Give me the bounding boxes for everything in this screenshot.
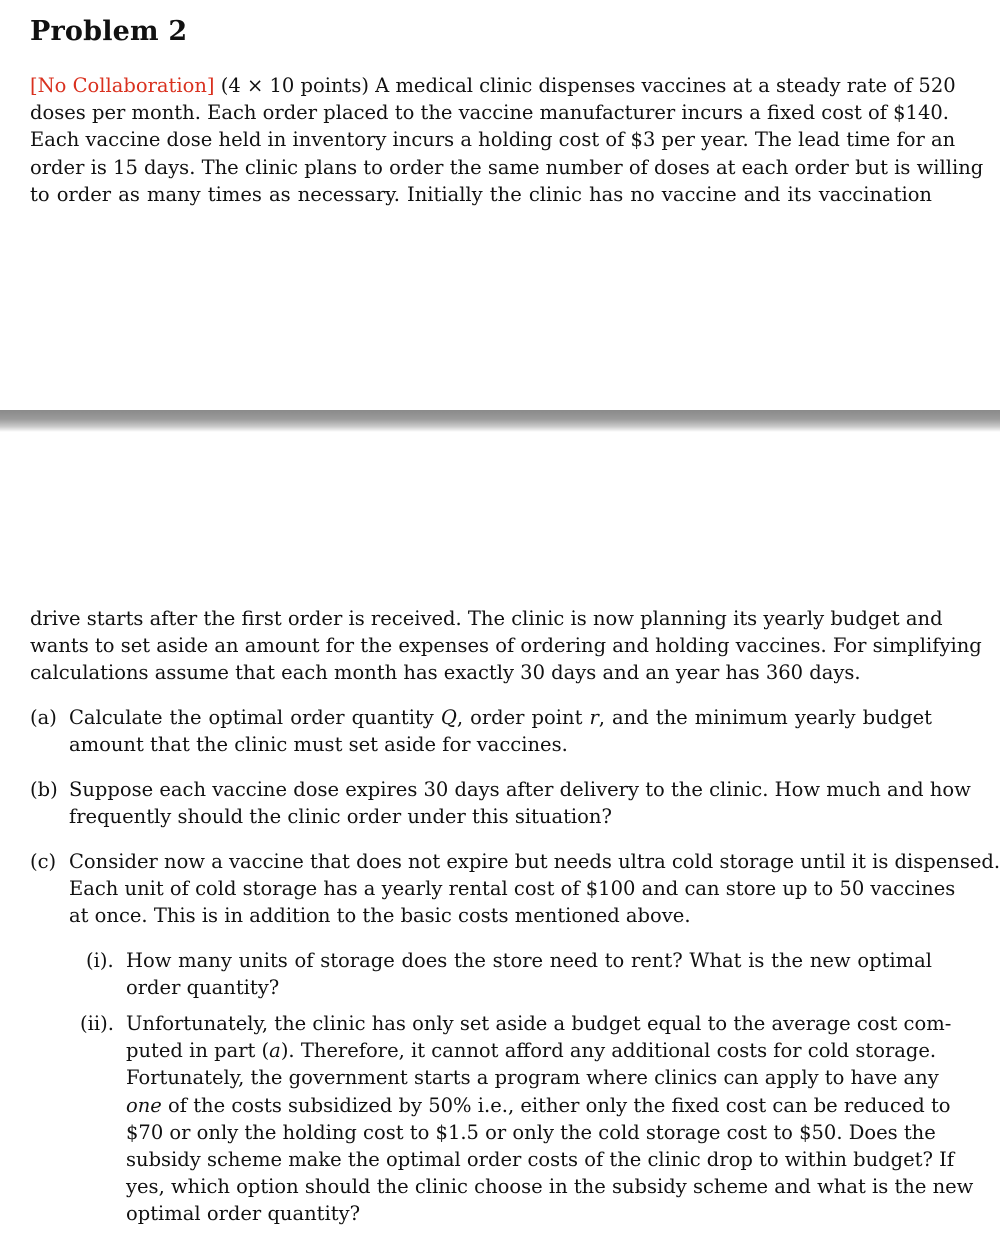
part-a-label: (a): [30, 706, 57, 729]
part-c-ii-line: Fortunately, the government starts a program where clinics can apply to have any: [126, 1066, 939, 1090]
part-a-line: amount that the clinic must set aside for vaccines.: [69, 733, 568, 757]
problem-intro: [30, 72, 984, 208]
part-a-line: Calculate the optimal order quantity Q, order point r, and the minimum yearly budget: [69, 706, 932, 729]
part-b-line: frequently should the clinic order under this situation?: [69, 805, 612, 829]
part-c-ii-line: subsidy scheme make the optimal order costs of the clinic drop to within budget? If: [126, 1148, 955, 1172]
intro-line: [No Collaboration] (4 × 10 points) A medical clinic dispenses vaccines at a steady rate of 520: [30, 74, 956, 97]
part-c-ii-line: Unfortunately, the clinic has only set aside a budget equal to the average cost com-: [126, 1012, 952, 1035]
part-b: [30, 776, 971, 830]
part-c-ii: [80, 1010, 974, 1228]
intro-line: to order as many times as necessary. Initially the clinic has no vaccine and its vaccination: [30, 182, 932, 206]
intro-line: doses per month. Each order placed to the vaccine manufacturer incurs a fixed cost of $140.: [30, 101, 949, 125]
part-c-line: at once. This is in addition to the basic costs mentioned above.: [69, 904, 691, 928]
part-c-ii-line: one of the costs subsidized by 50% i.e., either only the fixed cost can be reduced to: [126, 1093, 951, 1117]
page-1: [0, 0, 1000, 410]
part-c-ii-line: optimal order quantity?: [126, 1202, 361, 1226]
part-c-i-label: (i).: [86, 949, 114, 972]
part-c-line: Each unit of cold storage has a yearly rental cost of $100 and can store up to 50 vaccines: [69, 877, 956, 901]
part-c-ii-label: (ii).: [80, 1012, 114, 1035]
part-c-i-line: How many units of storage does the store need to rent? What is the new optimal: [126, 949, 932, 972]
continued-line: calculations assume that each month has exactly 30 days and an year has 360 days.: [30, 661, 861, 685]
part-b-label: (b): [30, 778, 58, 801]
part-c-ii-line: $70 or only the holding cost to $1.5 or only the cold storage cost to $50. Does the: [126, 1120, 936, 1144]
part-c: [30, 848, 1000, 930]
part-c-ii-line: yes, which option should the clinic choose in the subsidy scheme and what is the new: [126, 1175, 974, 1199]
part-c-ii-line: puted in part (a). Therefore, it cannot afford any additional costs for cold storage.: [126, 1039, 937, 1063]
page-break-divider: [0, 410, 1000, 432]
part-c-i-line: order quantity?: [126, 976, 280, 1000]
part-b-line: Suppose each vaccine dose expires 30 days after delivery to the clinic. How much and how: [69, 778, 971, 801]
part-c-line: Consider now a vaccine that does not expire but needs ultra cold storage until it is dispensed.: [69, 850, 1000, 873]
intro-line: order is 15 days. The clinic plans to order the same number of doses at each order but is willing: [30, 155, 984, 179]
continued-line: drive starts after the first order is received. The clinic is now planning its yearly budget and: [30, 607, 943, 630]
continued-line: wants to set aside an amount for the expenses of ordering and holding vaccines. For simplifying: [30, 634, 982, 658]
problem-title: Problem 2: [30, 16, 188, 47]
intro-line: Each vaccine dose held in inventory incurs a holding cost of $3 per year. The lead time for an: [30, 128, 956, 152]
no-collaboration-link[interactable]: [No Collaboration]: [30, 74, 215, 97]
part-c-i: [80, 947, 932, 1001]
part-c-label: (c): [30, 850, 57, 873]
page-2: [0, 432, 1000, 1250]
problem-continued: [30, 605, 982, 687]
part-a: [30, 704, 932, 758]
